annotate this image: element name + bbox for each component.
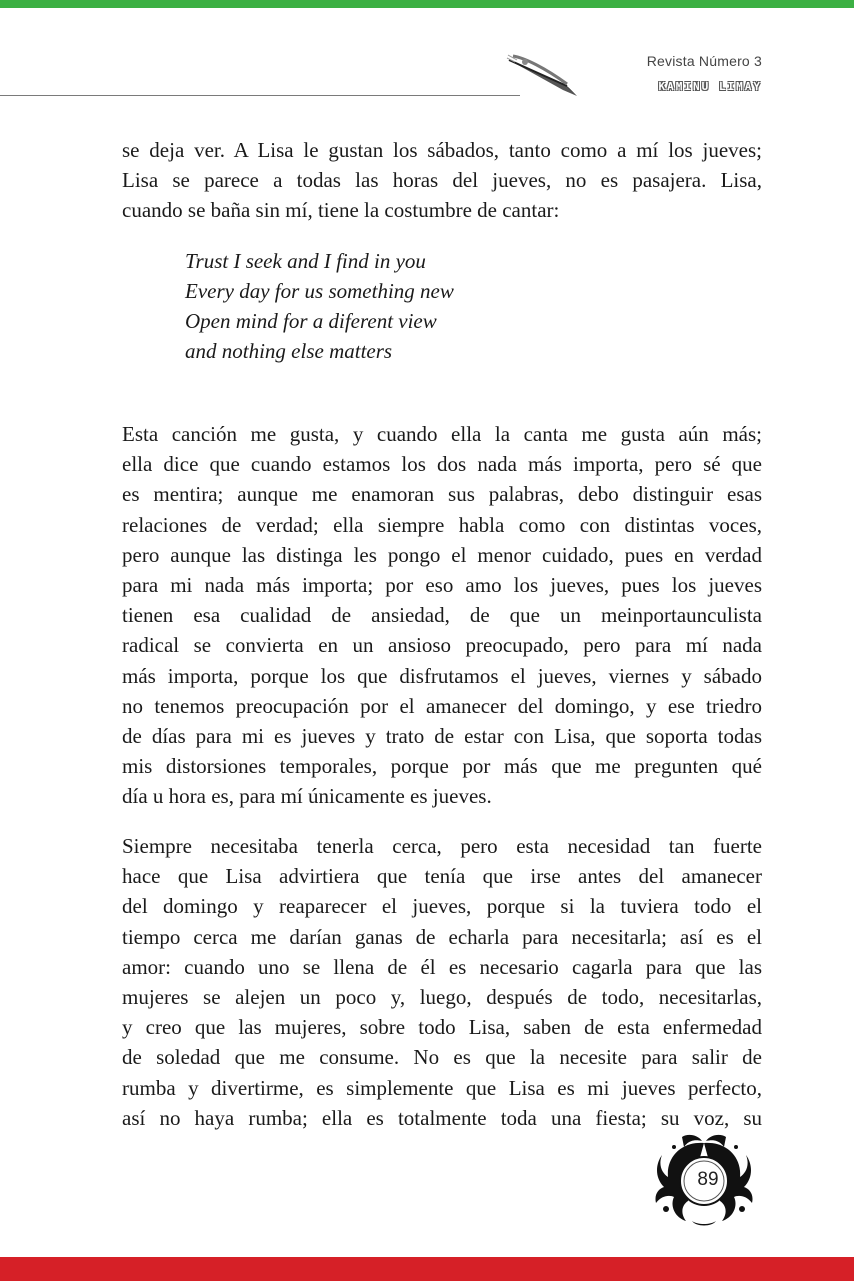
text-line: radical se convierta en un ansioso preocupado, pero para mí nada <box>122 633 762 658</box>
text-line: no tenemos preocupación por el amanecer del domingo, y ese triedro <box>122 693 762 718</box>
text-line: Lisa se parece a todas las horas del jueves, no es pasajera. Lisa, <box>122 168 762 193</box>
text-line: hace que Lisa advirtiera que tenía que irse antes del amanecer <box>122 864 762 889</box>
text-line: es mentira; aunque me enamoran sus palabras, debo distinguir esas <box>122 482 762 507</box>
paragraph-3 <box>122 831 762 1133</box>
text-line: cuando se baña sin mí, tiene la costumbre de cantar: <box>122 198 560 223</box>
text-line: así no haya rumba; ella es totalmente toda una fiesta; su voz, su <box>122 1105 762 1130</box>
text-line: más importa, porque los que disfrutamos el jueves, viernes y sábado <box>122 663 762 688</box>
song-verse <box>185 246 454 366</box>
top-accent-bar <box>0 0 854 8</box>
text-line: rumba y divertirme, es simplemente que Lisa es mi jueves perfecto, <box>122 1075 762 1100</box>
text-line: tienen esa cualidad de ansiedad, de que un meinportaunculista <box>122 603 762 628</box>
bottom-accent-bar <box>0 1257 854 1281</box>
text-line: se deja ver. A Lisa le gustan los sábados, tanto como a mí los jueves; <box>122 138 762 162</box>
verse-line: and nothing else matters <box>185 339 393 363</box>
verse-line: Trust I seek and I find in you <box>185 249 426 273</box>
verse-line: Every day for us something new <box>185 279 454 303</box>
text-line: día u hora es, para mí únicamente es jueves. <box>122 784 492 809</box>
text-line: de días para mi es jueves y trato de estar con Lisa, que soporta todas <box>122 724 762 749</box>
text-line: Esta canción me gusta, y cuando ella la canta me gusta aún más; <box>122 422 762 446</box>
text-line: amor: cuando uno se llena de él es necesario cagarla para que las <box>122 954 762 979</box>
paragraph-1 <box>122 135 762 226</box>
header-rule <box>0 95 520 96</box>
text-line: ella dice que cuando estamos los dos nada más importa, pero sé que <box>122 452 762 477</box>
text-line: del domingo y reaparecer el jueves, porque si la tuviera todo el <box>122 894 762 919</box>
brand-wordmark: KAMINU LIMAY <box>658 80 762 93</box>
fountain-pen-icon <box>505 52 583 98</box>
paragraph-2 <box>122 419 762 812</box>
text-line: para mi nada más importa; por eso amo los jueves, pues los jueves <box>122 573 762 598</box>
issue-label: Revista Número 3 <box>646 53 762 69</box>
text-line: y creo que las mujeres, sobre todo Lisa, saben de esta enfermedad <box>122 1015 762 1040</box>
text-line: relaciones de verdad; ella siempre habla como con distintas voces, <box>122 512 762 537</box>
text-line: tiempo cerca me darían ganas de echarla para necesitarla; así es el <box>122 924 762 949</box>
text-line: Siempre necesitaba tenerla cerca, pero esta necesidad tan fuerte <box>122 834 762 858</box>
page-number: 89 <box>697 1169 719 1190</box>
verse-line: Open mind for a diferent view <box>185 309 437 333</box>
text-line: mujeres se alejen un poco y, luego, después de todo, necesitarlas, <box>122 985 762 1010</box>
text-line: mis distorsiones temporales, porque por más que me pregunten qué <box>122 754 762 779</box>
text-line: de soledad que me consume. No es que la necesite para salir de <box>122 1045 762 1070</box>
text-line: pero aunque las distinga les pongo el menor cuidado, pues en verdad <box>122 542 762 567</box>
